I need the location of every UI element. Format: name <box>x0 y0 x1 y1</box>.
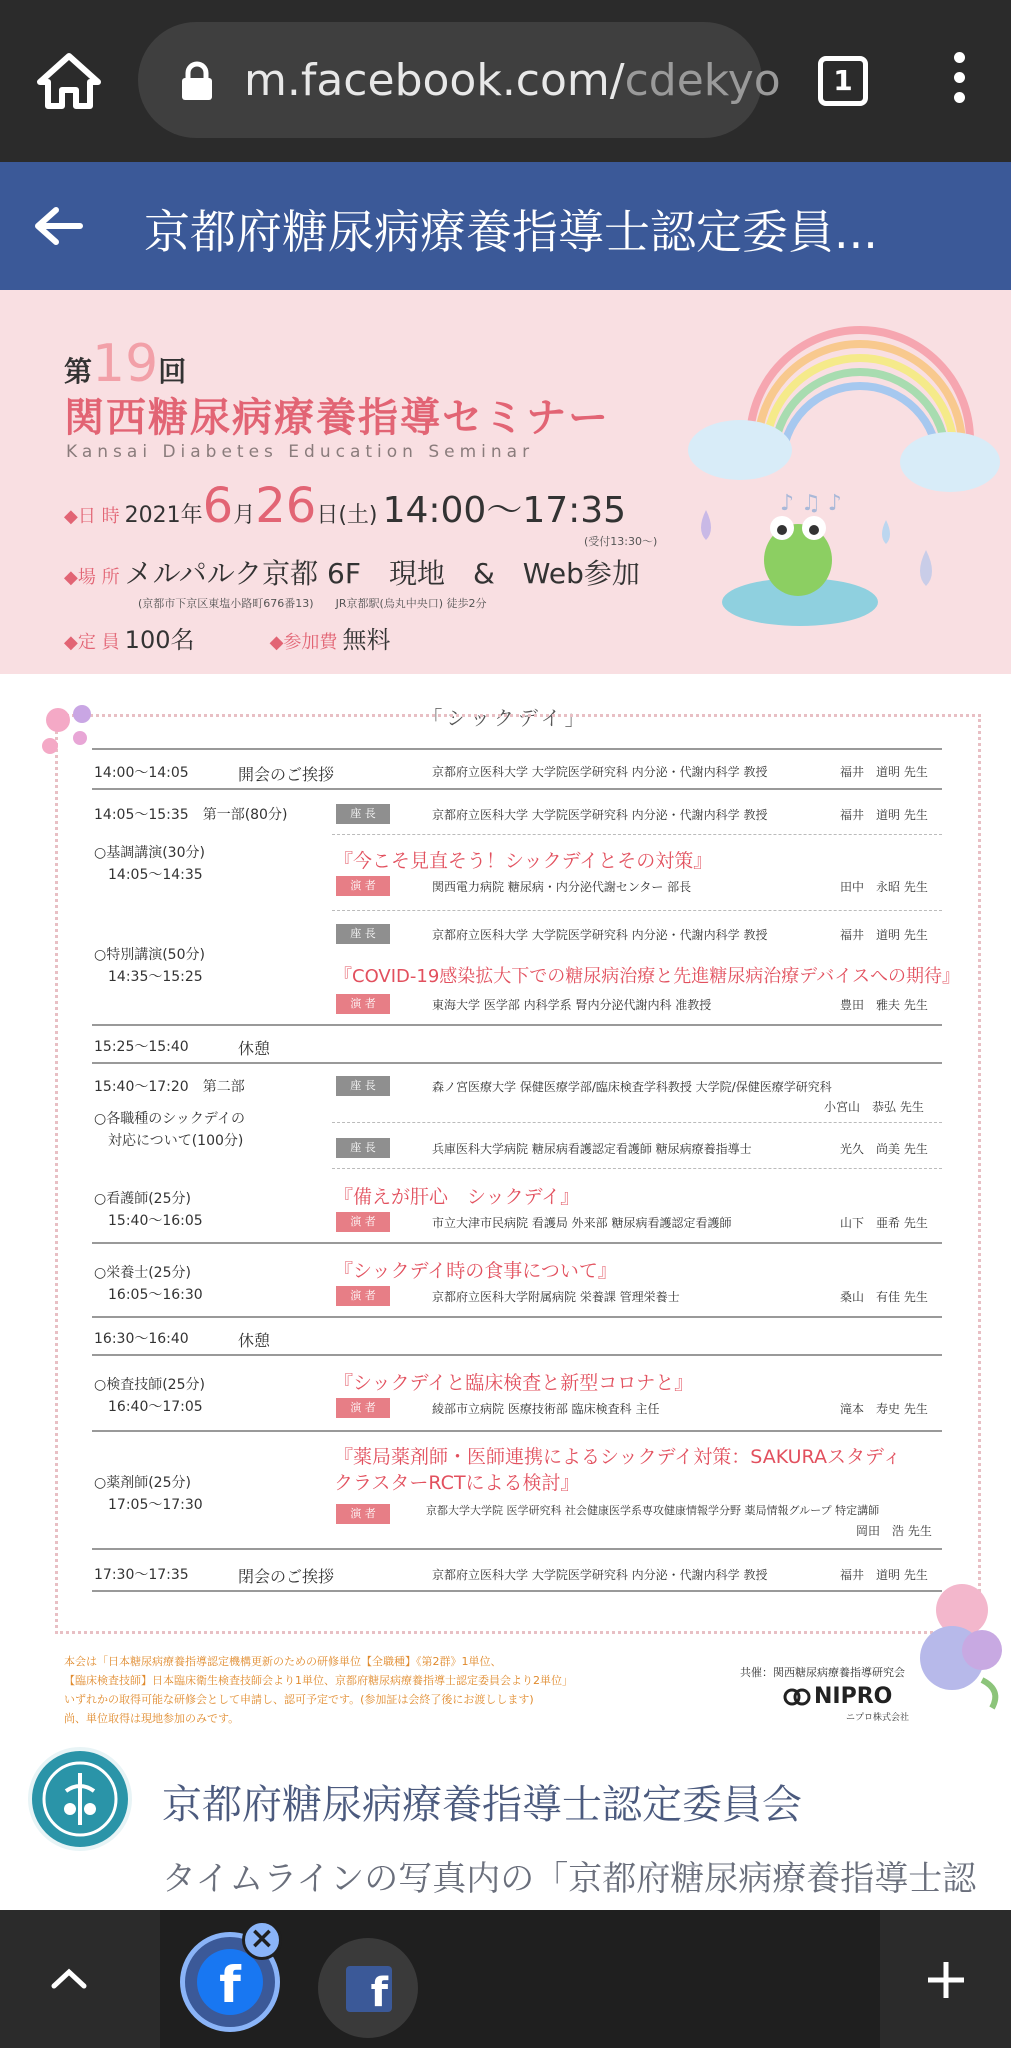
tokubetsu-affil: 東海大学 医学部 内科学系 腎内分泌代謝内科 准教授 <box>432 998 712 1012</box>
chair2-affil: 京都府立医科大学 大学院医学研究科 内分泌・代謝内科学 教授 <box>432 928 768 942</box>
break1-time: 15:25〜15:40 <box>94 1039 189 1055</box>
diet-affil: 京都府立医科大学附属病院 栄養課 管理栄養士 <box>432 1290 680 1304</box>
kicho-time: 14:05〜14:35 <box>108 867 203 883</box>
chair4-affil: 兵庫医科大学病院 糖尿病看護認定看護師 糖尿病療養指導士 <box>432 1142 752 1156</box>
tokubetsu-title: 『COVID-19感染拡大下での糖尿病治療と先進糖尿病治療デバイスへの期待』 <box>334 966 961 987</box>
close-title: 閉会のご挨拶 <box>238 1567 335 1586</box>
facebook-icon: f <box>346 1966 392 2012</box>
close-affil: 京都府立医科大学 大学院医学研究科 内分泌・代謝内科学 教授 <box>432 1568 768 1582</box>
break2-time: 16:30〜16:40 <box>94 1331 189 1347</box>
flower-icon <box>36 698 110 760</box>
kicho-title: 『今こそ見直そう！シックデイとその対策』 <box>334 850 713 872</box>
chair1-name: 福井 道明 先生 <box>840 808 928 822</box>
hydrangea-icon <box>912 1580 1011 1710</box>
venue-row: ◆場 所 メルパルク京都 6F 現地 & Web参加 <box>64 557 640 590</box>
part1-time: 14:05〜15:35 第一部(80分) <box>94 807 288 823</box>
pharm-time: 17:05〜17:30 <box>108 1497 203 1513</box>
nipro-logo-icon <box>784 1686 810 1708</box>
tab-switcher-button[interactable]: 1 <box>818 56 868 106</box>
tab-facebook[interactable] <box>318 1938 418 2038</box>
part2-time: 15:40〜17:20 第二部 <box>94 1079 245 1095</box>
lab-affil: 綾部市立病院 医療技術部 臨床検査科 主任 <box>432 1402 660 1416</box>
part2-desc: ○各職種のシックデイの <box>94 1111 245 1127</box>
open-title: 開会のご挨拶 <box>238 765 335 784</box>
lock-icon <box>180 62 214 100</box>
chair-badge: 座 長 <box>336 804 390 824</box>
sponsor-sub: ニプロ株式会社 <box>846 1713 910 1723</box>
diet-name: 桑山 有佳 先生 <box>840 1290 928 1304</box>
break2-label: 休憩 <box>238 1331 271 1350</box>
speaker-badge: 演 者 <box>336 1398 390 1418</box>
cohost: 共催：関西糖尿病療養指導研究会 <box>740 1666 905 1679</box>
kicho-name: 田中 永昭 先生 <box>840 880 928 894</box>
speaker-badge: 演 者 <box>336 1212 390 1232</box>
diet-title: 『シックデイ時の食事について』 <box>334 1260 617 1282</box>
lab-time: 16:40〜17:05 <box>108 1399 203 1415</box>
home-icon[interactable] <box>36 52 102 110</box>
diet-time: 16:05〜16:30 <box>108 1287 203 1303</box>
nurse-time: 15:40〜16:05 <box>108 1213 203 1229</box>
chair-badge: 座 長 <box>336 1076 390 1096</box>
venue-address: (京都市下京区東塩小路町676番13) JR京都駅(烏丸中央口) 徒歩2分 <box>138 597 487 610</box>
close-time: 17:30〜17:35 <box>94 1567 189 1583</box>
poster-banner <box>0 290 1011 674</box>
break1-label: 休憩 <box>238 1039 271 1058</box>
chair1-affil: 京都府立医科大学 大学院医学研究科 内分泌・代謝内科学 教授 <box>432 808 768 822</box>
open-affil: 京都府立医科大学 大学院医学研究科 内分泌・代謝内科学 教授 <box>432 765 768 779</box>
logo-icon <box>32 1751 128 1847</box>
tokubetsu-name: 豊田 雅夫 先生 <box>840 998 928 1012</box>
browser-toolbar <box>0 0 1011 162</box>
nurse-affil: 市立大津市民病院 看護局 外来部 糖尿病看護認定看護師 <box>432 1216 732 1230</box>
sponsor-logo: NIPRO <box>814 1684 893 1709</box>
lab-name: 滝本 寿史 先生 <box>840 1402 928 1416</box>
program-heading: 「シックデイ」 <box>422 706 589 730</box>
lab-label: ○検査技師(25分) <box>94 1377 205 1393</box>
open-name: 福井 道明 先生 <box>840 765 928 779</box>
chair3-affil: 森ノ宮医療大学 保健医療学部/臨床検査学科教授 大学院/保健医療学研究科 <box>432 1080 832 1094</box>
pharm-name: 岡田 浩 先生 <box>856 1524 932 1538</box>
bottom-tab-bar <box>0 1910 1011 2048</box>
facebook-icon: f <box>197 1949 263 2015</box>
speaker-badge: 演 者 <box>336 1286 390 1306</box>
svg-text:♪ ♫ ♪: ♪ ♫ ♪ <box>780 491 842 516</box>
pharm-affil: 京都大学大学院 医学研究科 社会健康医学系専攻健康情報学分野 薬局情報グループ 特定講師 <box>426 1504 880 1517</box>
speaker-badge: 演 者 <box>336 876 390 896</box>
pharm-title: 『薬局薬剤師・医師連携によるシックデイ対策：SAKURAスタディ <box>334 1446 902 1468</box>
more-menu-icon[interactable] <box>944 52 974 112</box>
page-avatar[interactable] <box>28 1747 132 1851</box>
chair-badge: 座 長 <box>336 1138 390 1158</box>
page-name[interactable]: 京都府糖尿病療養指導士認定委員会 <box>162 1782 802 1828</box>
diet-label: ○栄養士(25分) <box>94 1265 191 1281</box>
chair4-name: 光久 尚美 先生 <box>840 1142 928 1156</box>
speaker-badge: 演 者 <box>336 1504 390 1524</box>
seminar-poster[interactable] <box>0 290 1011 1735</box>
expand-tabs-button[interactable] <box>0 1910 160 2048</box>
page-title: 京都府糖尿病療養指導士認定委員... <box>144 205 878 259</box>
url-bar[interactable] <box>138 22 781 138</box>
seminar-name-en: Kansai Diabetes Education Seminar <box>66 442 535 462</box>
capacity-row: ◆定 員 100名 ◆参加費 無料 <box>64 626 391 654</box>
pharm-title: クラスターRCTによる検討』 <box>334 1472 580 1494</box>
rainbow-frog-illustration <box>680 350 1000 670</box>
url-text: m.facebook.com/cdekyo <box>244 55 781 106</box>
plus-icon <box>926 1960 966 2000</box>
close-tab-icon[interactable]: × <box>242 1920 282 1960</box>
chair3-name: 小宮山 恭弘 先生 <box>824 1100 924 1114</box>
chevron-up-icon <box>50 1966 88 1990</box>
facebook-header <box>0 162 1011 290</box>
photo-description: タイムラインの写真内の「京都府糖尿病療養指導士認 <box>162 1859 977 1899</box>
tab-strip <box>160 1910 880 2048</box>
credit-notes: 本会は「日本糖尿病療養指導認定機構更新のための研修単位【全職種】《第2群》1単位、 【臨床検査技師】日本臨床衛生検査技師会より1単位、京都府糖尿病療養指導士認定委員会より2単位」 いずれかの取得可能な研修会として申請し、認可予定です。(参加証は会終了後にお渡しします) 尚、単位取得は現地参加のみです。 <box>64 1655 573 1725</box>
nurse-label: ○看護師(25分) <box>94 1191 191 1207</box>
chair-badge: 座 長 <box>336 924 390 944</box>
part2-desc: 対応について(100分) <box>108 1133 244 1149</box>
nurse-title: 『備えが肝心 シックデイ』 <box>334 1186 580 1208</box>
close-name: 福井 道明 先生 <box>840 1568 928 1582</box>
lab-title: 『シックデイと臨床検査と新型コロナと』 <box>334 1372 694 1394</box>
tokubetsu-label: ○特別講演(50分) <box>94 947 205 963</box>
pharm-label: ○薬剤師(25分) <box>94 1475 191 1491</box>
chair2-name: 福井 道明 先生 <box>840 928 928 942</box>
page-info <box>0 1735 1011 1910</box>
back-arrow-icon[interactable] <box>34 206 82 246</box>
nurse-name: 山下 亜希 先生 <box>840 1216 928 1230</box>
seminar-name: 関西糖尿病療養指導セミナー <box>64 395 610 441</box>
kicho-label: ○基調講演(30分) <box>94 845 205 861</box>
open-time: 14:00〜14:05 <box>94 765 189 781</box>
kicho-affil: 関西電力病院 糖尿病・内分泌代謝センター 部長 <box>432 880 692 894</box>
speaker-badge: 演 者 <box>336 994 390 1014</box>
edition: 第19回 <box>64 334 187 394</box>
new-tab-button[interactable] <box>880 1910 1011 2048</box>
date-row: ◆日 時 2021年6月26日(土) 14:00〜17:35 <box>64 478 627 534</box>
tokubetsu-time: 14:35〜15:25 <box>108 969 203 985</box>
reception-time: (受付13:30〜) <box>584 535 658 548</box>
